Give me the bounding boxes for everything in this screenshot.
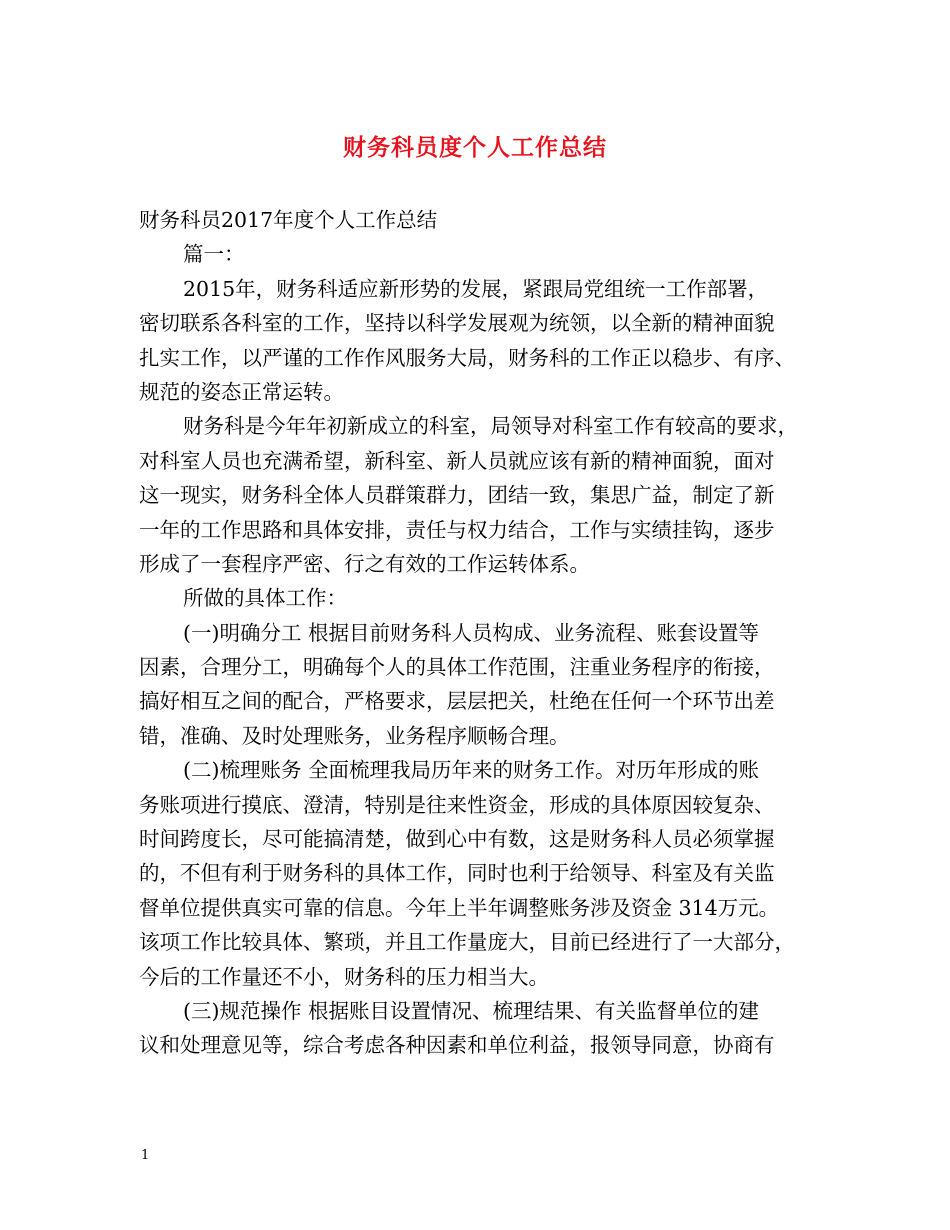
text-line: (三)规范操作 根据账目设置情况、梳理结果、有关监督单位的建 (183, 998, 760, 1023)
text-line: 一年的工作思路和具体安排，责任与权力结合，工作与实绩挂钩，逐步 (139, 517, 775, 542)
document-body (139, 203, 829, 1063)
text-line: 因素，合理分工，明确每个人的具体工作范围，注重业务程序的衔接， (139, 655, 775, 680)
text-line: 今后的工作量还不小，财务科的压力相当大。 (139, 964, 549, 989)
text-line: 这一现实，财务科全体人员群策群力，团结一致，集思广益，制定了新 (139, 483, 775, 508)
text-line: 的，不但有利于财务科的具体工作，同时也利于给领导、科室及有关监 (139, 861, 775, 886)
text-line: 规范的姿态正常运转。 (139, 379, 344, 404)
text-line: 该项工作比较具体、繁琐，并且工作量庞大，目前已经进行了一大部分， (139, 930, 795, 955)
text-line: 2015年，财务科适应新形势的发展，紧跟局党组统一工作部署， (183, 276, 769, 301)
text-line: 形成了一套程序严密、行之有效的工作运转体系。 (139, 551, 590, 576)
text-line: 扎实工作，以严谨的工作作风服务大局，财务科的工作正以稳步、有序、 (139, 345, 795, 370)
text-line: 财务科是今年年初新成立的科室，局领导对科室工作有较高的要求， (183, 414, 798, 439)
text-line: 密切联系各科室的工作，坚持以科学发展观为统领，以全新的精神面貌 (139, 311, 775, 336)
text-line: 财务科员2017年度个人工作总结 (139, 208, 438, 232)
page-number: 1 (141, 1148, 150, 1163)
text-line: (二)梳理账务 全面梳理我局历年来的财务工作。对历年形成的账 (183, 758, 760, 783)
text-line: 搞好相互之间的配合，严格要求，层层把关，杜绝在任何一个环节出差 (139, 689, 775, 714)
text-line: 错，准确、及时处理账务，业务程序顺畅合理。 (139, 723, 570, 748)
text-line: 督单位提供真实可靠的信息。今年上半年调整账务涉及资金 314万元。 (139, 895, 780, 920)
text-line: 议和处理意见等，综合考虑各种因素和单位利益，报领导同意，协商有 (139, 1033, 775, 1058)
document-title: 财务科员度个人工作总结 (343, 135, 607, 161)
text-line: 务账项进行摸底、澄清，特别是往来性资金，形成的具体原因较复杂、 (139, 792, 775, 817)
text-line: 对科室人员也充满希望，新科室、新人员就应该有新的精神面貌，面对 (139, 448, 775, 473)
text-line: 所做的具体工作： (183, 586, 347, 611)
text-line: 时间跨度长，尽可能搞清楚，做到心中有数，这是财务科人员必须掌握 (139, 827, 775, 852)
text-line: (一)明确分工 根据目前财务科人员构成、业务流程、账套设置等 (183, 620, 760, 645)
text-line: 篇一： (183, 242, 245, 267)
